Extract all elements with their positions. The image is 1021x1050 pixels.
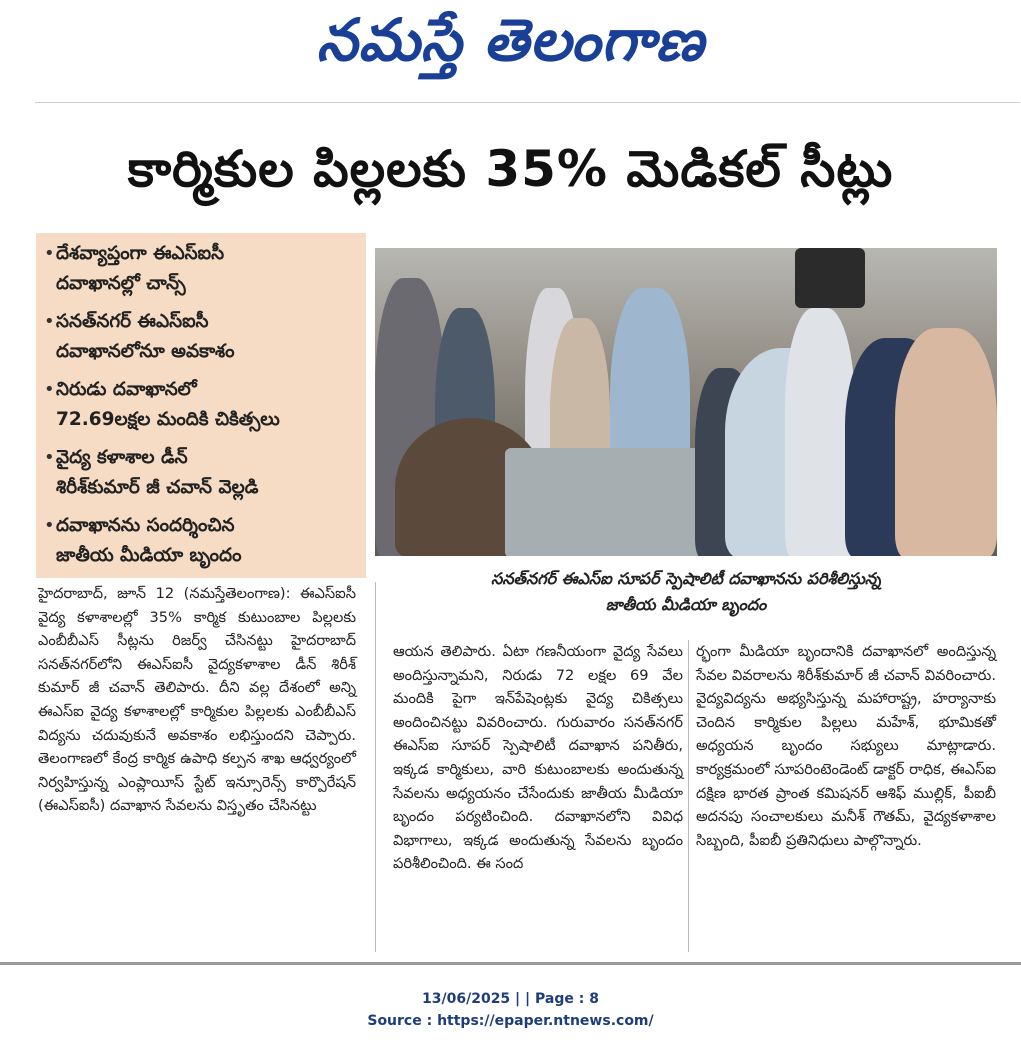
highlight-item [44,443,358,503]
footer-source[interactable]: Source : https://epaper.ntnews.com/ [367,1013,654,1029]
highlight-line: జాతీయ మీడియా బృందం [56,545,242,566]
highlight-line: నిరుడు దవాఖానలో [56,379,197,400]
footer [0,988,1021,1032]
highlight-item [44,511,358,571]
photo-caption [375,566,997,618]
footer-date-page: 13/06/2025 | | Page : 8 [422,991,599,1007]
masthead-title: నమస్తే తెలంగాణ [316,6,705,74]
highlight-line: దవాఖానల్లో చాన్స్ [56,273,186,294]
bottom-divider [0,962,1021,965]
bullet-icon: • [44,447,55,468]
caption-line: సనత్‌నగర్ ఈఎస్ఐ సూపర్ స్పెషాలిటీ దవాఖానను పరిశీలిస్తున్న [491,569,881,588]
article-text: హైదరాబాద్, జూన్ 12 (నమస్తేతెలంగాణ): ఈఎస్ఐసీ వైద్య కళాశాలల్లో 35% కార్మిక కుటుంబాల పిల్లలకు ఎంబీబీఎస్ సీట్లను రిజర్వ్ చేసినట్టు హైదరాబాద్ సనత్‌నగర్‌లోని ఈఎస్ఐసీ వైద్యకళాశాల డీన్ శిరీశ్ కుమార్ జీ చవాన్ తెలిపారు. దీని వల్ల దేశంలో అన్ని ఈఎస్ఐ వైద్య కళాశాలల్లో కార్మికుల పిల్లలకు ఎంబీబీఎస్ విద్యను చదువుకునే అవకాశం లభిస్తుందని చెప్పారు. తెలంగాణలో కేంద్ర కార్మిక ఉపాధి కల్పన శాఖ ఆధ్వర్యంలో నిర్వహిస్తున్న ఎంప్లాయీస్ స్టేట్ ఇన్సూరెన్స్ కార్పొరేషన్ (ఈఎస్ఐసీ) దవాఖాన సేవలను విస్తృతం చేసినట్టు [38,585,356,815]
highlight-line: సనత్‌నగర్ ఈఎస్ఐసీ [56,311,209,332]
masthead [0,0,1021,98]
highlight-line: దవాఖానలోనూ అవకాశం [56,341,235,362]
highlight-line: దవాఖానను సందర్శించిన [56,515,235,536]
bullet-icon: • [44,379,55,400]
article-text: ర్భంగా మీడియా బృందానికి దవాఖానలో అందిస్తున్న సేవల వివరాలను శిరీశ్‌కుమార్ జీ చవాన్ వివరించారు. వైద్యవిద్యను అభ్యసిస్తున్న మహారాష్ట్ర, హర్యానాకు చెందిన కార్మికుల పిల్లలు మహేశ్, భూమికతో అధ్యయన బృందం సభ్యులు మాట్లాడారు. కార్యక్రమంలో సూపరింటెండెంట్ డాక్టర్ రాధిక, ఈఎస్ఐ దక్షిణ భారత ప్రాంత కమిషనర్ ఆశిఫ్ ముల్లిక్, పీఐబీ అదనపు సంచాలకులు మనీశ్ గౌతమ్, వైద్యకళాశాల సిబ్బంది, పీఐబీ ప్రతినిధులు పాల్గొన్నారు. [696,643,996,849]
highlight-line: శిరీశ్‌కుమార్ జీ చవాన్ వెల్లడి [56,477,259,498]
bullet-icon: • [44,515,55,536]
top-divider [35,102,1020,103]
caption-line: జాతీయ మీడియా బృందం [605,595,767,614]
column-divider [688,640,689,952]
bullet-icon: • [44,243,55,264]
highlights-box [36,233,366,578]
highlight-item [44,307,358,367]
column-divider [375,582,376,952]
highlight-line: దేశవ్యాప్తంగా ఈఎస్ఐసీ [56,243,225,264]
highlight-item [44,239,358,299]
article-column-1 [38,582,356,818]
news-photo [375,248,997,556]
highlight-item [44,375,358,435]
article-text: ఆయన తెలిపారు. ఏటా గణనీయంగా వైద్య సేవలు అందిస్తున్నామని, నిరుడు 72 లక్షల 69 వేల మందికి పైగా ఇన్‌పేషెంట్లకు వైద్య చికిత్సలు అందించినట్టు వివరించారు. గురువారం సనత్‌నగర్ ఈఎస్ఐ సూపర్ స్పెషాలిటీ దవాఖాన పనితీరు, ఇక్కడ కార్మికులు, వారి కుటుంబాలకు అందుతున్న సేవలను అధ్యయనం చేసేందుకు జాతీయ మీడియా బృందం పర్యటించింది. దవాఖానలోని వివిధ విభాగాలు, ఇక్కడ అందుతున్న సేవలను బృందం పరిశీలించింది. ఈ సంద [393,643,683,873]
article-column-3 [696,640,996,852]
bullet-icon: • [44,311,55,332]
article-column-2 [393,640,683,876]
headline: కార్మికుల పిల్లలకు 35% మెడికల్ సీట్లు [127,140,894,198]
highlight-line: వైద్య కళాశాల డీన్ [56,447,188,468]
highlight-line: 72.69లక్షల మందికి చికిత్సలు [56,409,280,430]
